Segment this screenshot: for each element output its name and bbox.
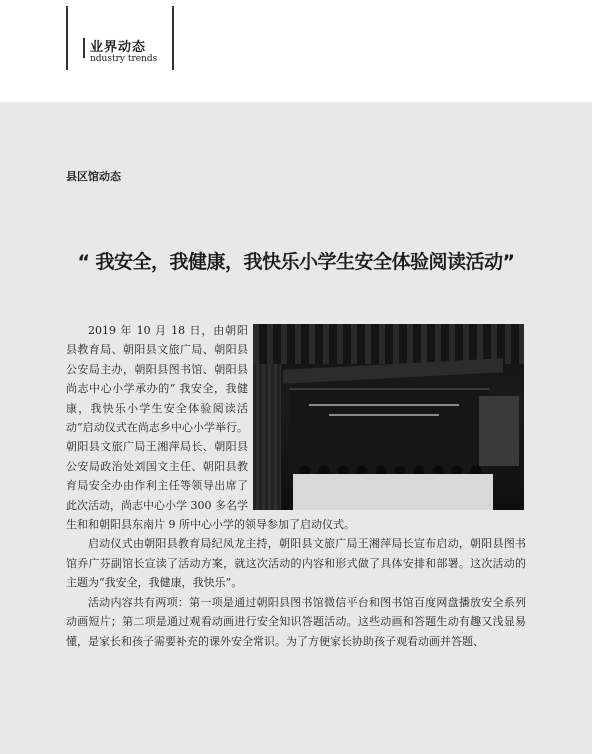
- header-band: [0, 0, 592, 102]
- section-subtitle: ndustry trends: [90, 54, 158, 64]
- article-body: [66, 321, 526, 651]
- paragraph: 2019 年 10 月 18 日，由朝阳县教育局、朝阳县文旅广局、朝阳县公安局主办，朝阳县图书馆、朝阳县尚志中心小学承办的“ 我安全，我健康，我快乐小学生安全体验阅读活动”启动仪式在尚志乡中心小学举行。朝阳县文旅广局王湘萍局长、朝阳县公安局政治处刘国文主任、朝阳县教育局安全办由作利主任等领导出席了此次活动，尚志中心小学 300 多名学生和和朝阳县东南片 9 所中心小学的领导参加了启动仪式。: [66, 324, 355, 532]
- article-headline: “ 我安全，我健康，我快乐小学生安全体验阅读活动”: [77, 251, 515, 273]
- section-header-box: [66, 6, 174, 70]
- photo-wrap-spacer: [254, 321, 526, 505]
- paragraph: 活动内容共有两项：第一项是通过朝阳县图书馆微信平台和图书馆百度网盘播放安全系列动画短片；第二项是通过观看动画进行安全知识答题活动。这些动画和答题生动有趣又浅显易懂，是家长和孩子需要补充的课外安全常识。为了方便家长协助孩子观看动画并答题、: [66, 595, 526, 648]
- section-title: 业界动态: [90, 40, 147, 55]
- column-label: 县区馆动态: [66, 170, 121, 183]
- paragraph: 启动仪式由朝阳县教育局纪凤龙主持，朝阳县文旅广局王湘萍局长宣布启动，朝阳县图书馆乔广芬副馆长宣读了活动方案，就这次活动的内容和形式做了具体安排和部署。这次活动的主题为“我安全，我健康，我快乐”。: [66, 537, 526, 590]
- header-accent-bar: [83, 38, 85, 58]
